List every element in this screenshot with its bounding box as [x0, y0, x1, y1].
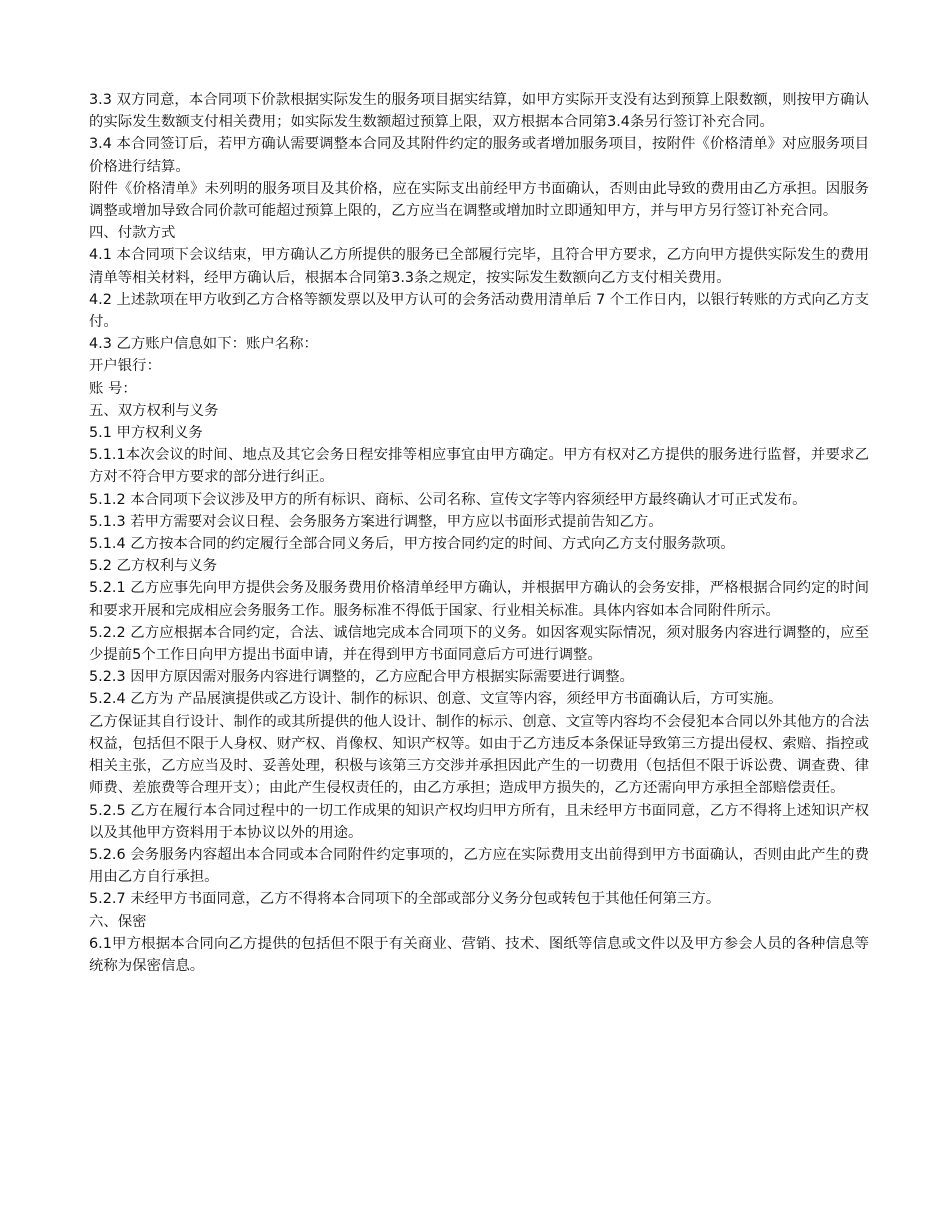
clause-5-2-1: 5.2.1 乙方应事先向甲方提供会务及服务费用价格清单经甲方确认，并根据甲方确认的会务安排，严格根据合同约定的时间和要求开展和完成相应会务服务工作。服务标准不得低于国家、行业相关标准。具体内容如本合同附件所示。 [89, 580, 869, 619]
clause-5-1-4: 5.1.4 乙方按本合同的约定履行全部合同义务后，甲方按合同约定的时间、方式向乙方支付服务款项。 [89, 536, 735, 553]
clause-4-2: 4.2 上述款项在甲方收到乙方合格等额发票以及甲方认可的会务活动费用清单后 7 个工作日内，以银行转账的方式向乙方支付。 [89, 291, 869, 331]
clause-5-1: 5.1 甲方权利义务 [89, 425, 203, 442]
clause-3-3: 3.3 双方同意，本合同项下价款根据实际发生的服务项目据实结算，如甲方实际开支没有达到预算上限数额，则按甲方确认的实际发生数额支付相关费用；如实际发生数额超过预算上限，双方根据本合同第3.4条另行签订补充合同。 [89, 92, 869, 131]
clause-5-2-6: 5.2.6 会务服务内容超出本合同或本合同附件约定事项的，乙方应在实际费用支出前得到甲方书面确认，否则由此产生的费用由乙方自行承担。 [89, 846, 869, 886]
clause-5-2-4: 5.2.4 乙方为 产品展演提供或乙方设计、制作的标识、创意、文宣等内容，须经甲方书面确认后，方可实施。 [89, 691, 783, 708]
section-heading-rights: 五、双方权利与义务 [89, 402, 219, 419]
clause-5-2-4-warranty: 乙方保证其自行设计、制作的或其所提供的他人设计、制作的标示、创意、文宣等内容均不会侵犯本合同以外其他方的合法权益，包括但不限于人身权、财产权、肖像权、知识产权等。如由于乙方违反本条保证导致第三方提出侵权、索赔、指控或相关主张，乙方应当及时、妥善处理，积极与该第三方交涉并承担因此产生的一切费用（包括但不限于诉讼费、调查费、律师费、差旅费等合理开支）；由此产生侵权责任的，由乙方承担；造成甲方损失的，乙方还需向甲方承担全部赔偿责任。 [89, 713, 869, 797]
clause-5-1-3: 5.1.3 若甲方需要对会议日程、会务服务方案进行调整，甲方应以书面形式提前告知乙方。 [89, 513, 663, 530]
clause-5-1-2: 5.1.2 本合同项下会议涉及甲方的所有标识、商标、公司名称、宣传文字等内容须经甲方最终确认才可正式发布。 [89, 491, 807, 508]
clause-5-2-3: 5.2.3 因甲方原因需对服务内容进行调整的，乙方应配合甲方根据实际需要进行调整。 [89, 669, 634, 686]
clause-5-2-7: 5.2.7 未经甲方书面同意，乙方不得将本合同项下的全部或部分义务分包或转包于其他任何第三方。 [89, 891, 721, 908]
clause-4-3: 4.3 乙方账户信息如下：账户名称： [89, 336, 318, 353]
clause-5-2: 5.2 乙方权利与义务 [89, 558, 218, 575]
clause-5-2-2: 5.2.2 乙方应根据本合同约定，合法、诚信地完成本合同项下的义务。如因客观实际情况，须对服务内容进行调整的，应至少提前5个工作日向甲方提出书面申请，并在得到甲方书面同意后方可进行调整。 [89, 624, 869, 664]
section-heading-payment: 四、付款方式 [89, 225, 176, 242]
clause-6-1: 6.1甲方根据本合同向乙方提供的包括但不限于有关商业、营销、技术、图纸等信息或文件以及甲方参会人员的各种信息等统称为保密信息。 [89, 935, 869, 974]
section-heading-confidentiality: 六、保密 [89, 913, 147, 930]
clause-5-1-1: 5.1.1本次会议的时间、地点及其它会务日程安排等相应事宜由甲方确定。甲方有权对乙方提供的服务进行监督，并要求乙方对不符合甲方要求的部分进行纠正。 [89, 447, 869, 486]
clause-3-4: 3.4 本合同签订后，若甲方确认需要调整本合同及其附件约定的服务或者增加服务项目，按附件《价格清单》对应服务项目价格进行结算。 [89, 136, 869, 175]
clause-3-4-appendix: 附件《价格清单》未列明的服务项目及其价格，应在实际支出前经甲方书面确认，否则由此导致的费用由乙方承担。因服务调整或增加导致合同价款可能超过预算上限的，乙方应当在调整或增加时立即通知甲方，并与甲方另行签订补充合同。 [89, 180, 869, 220]
bank-name-line: 开户银行： [89, 358, 161, 375]
clause-5-2-5: 5.2.5 乙方在履行本合同过程中的一切工作成果的知识产权均归甲方所有，且未经甲方书面同意，乙方不得将上述知识产权以及其他甲方资料用于本协议以外的用途。 [89, 802, 869, 841]
contract-page [89, 89, 869, 977]
clause-4-1: 4.1 本合同项下会议结束，甲方确认乙方所提供的服务已全部履行完毕，且符合甲方要求，乙方向甲方提供实际发生的费用清单等相关材料，经甲方确认后，根据本合同第3.3条之规定，按实际发生数额向乙方支付相关费用。 [89, 247, 869, 286]
account-number-line: 账 号： [89, 380, 137, 397]
